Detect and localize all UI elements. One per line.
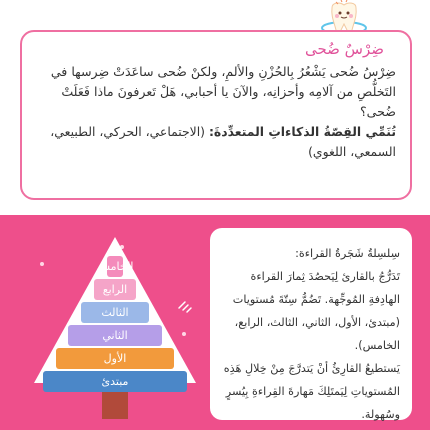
skills-list: (الاجتماعي، الحركي، الطبيعي، السمعي، اللغوي) <box>50 124 396 159</box>
skills-label: تُنَمِّي القِصّةُ الذكاءاتِ المتعدِّدةَ: <box>208 124 396 139</box>
skills-line <box>32 122 396 162</box>
series-title: سِلسِلةُ شَجَرةُ القراءة: <box>295 247 400 260</box>
story-text <box>32 62 396 162</box>
level-tier: الثالث <box>81 302 149 323</box>
sparkle-icon <box>175 290 199 314</box>
level-tier: الرابع <box>94 279 136 300</box>
story-title: ضِرْسٌ ضُحى <box>304 40 384 58</box>
level-tier: مبتدئ <box>43 371 187 392</box>
series-levels: (مبتدئ، الأول، الثاني، الثالث، الرابع، الخامس). <box>234 316 400 352</box>
series-description: تَدَرُّجُ بالقارئ لِيَحصُدَ ثِمارَ القراءة الهادِفةِ المُوجِّهة. تَضُمُّ سِتّةَ مُستويات <box>232 270 400 306</box>
level-tier: الثاني <box>68 325 161 346</box>
series-info-text <box>218 242 400 426</box>
story-card <box>20 30 412 200</box>
level-tier: الأول <box>56 348 175 369</box>
story-paragraph: ضِرْسُ ضُحى يَشْعُرُ بِالحُزْنِ والألمِ، ولكنْ ضُحى ساعَدَتْ ضِرسها في التَخلُّصِ من آلامِه وأحزانِه، والآنَ يا أحبابي، هَلْ تَعرفونَ ماذا فَعَلَتْ ضُحى؟ <box>50 64 396 119</box>
series-info-card <box>210 228 412 420</box>
series-outcome: يَستطيعُ القارِئُ أنْ يَتدرَّجَ مِنْ خِلالِ هَذِه المُستوياتِ لِيَمتَلِكَ مَهارةَ القِراءةِ بِيُسرٍ وسُهولة. <box>223 362 400 421</box>
level-tier: الخامس <box>107 256 124 277</box>
